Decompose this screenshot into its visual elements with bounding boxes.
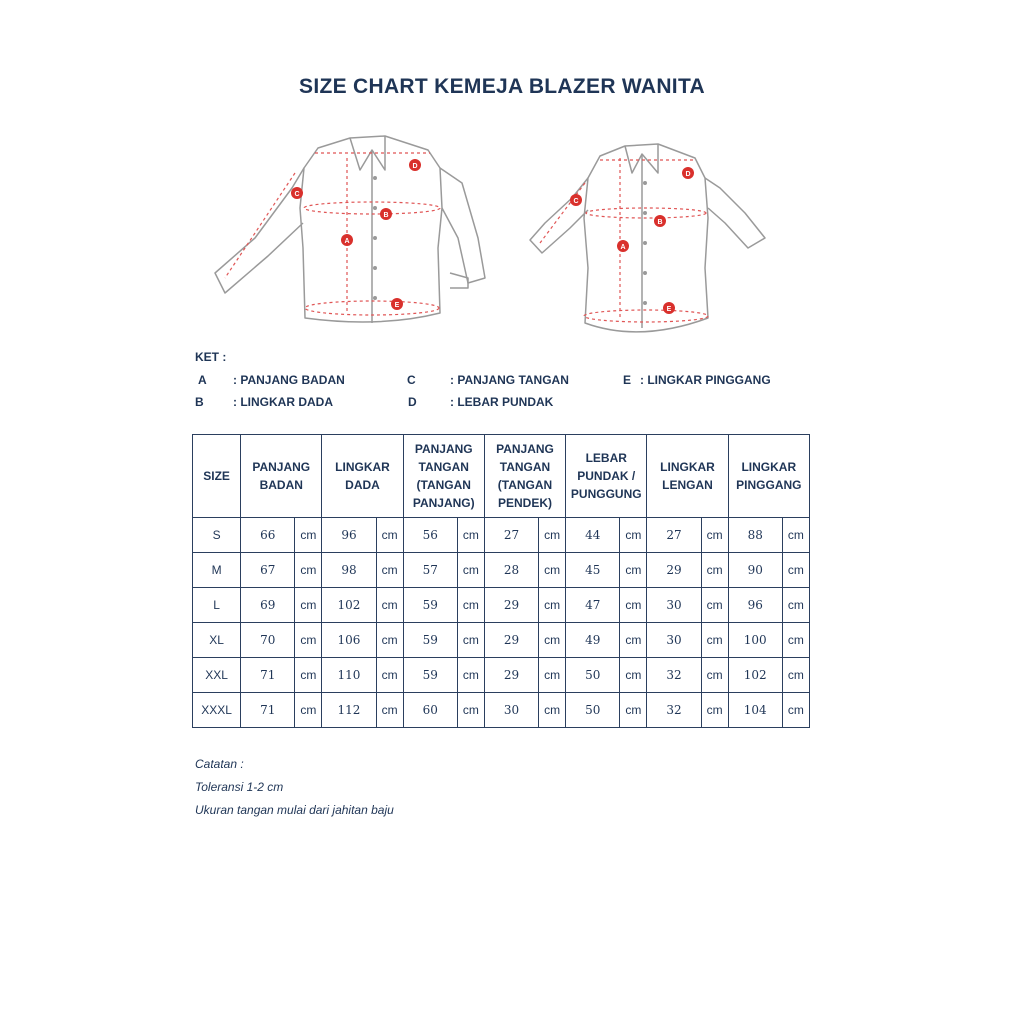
value-cell: 44 bbox=[566, 518, 620, 553]
unit-cell: cm bbox=[620, 553, 647, 588]
ket-label-d: : LEBAR PUNDAK bbox=[450, 395, 554, 409]
unit-cell: cm bbox=[539, 553, 566, 588]
unit-cell: cm bbox=[782, 588, 809, 623]
unit-cell: cm bbox=[376, 553, 403, 588]
ket-key-a: A bbox=[198, 373, 207, 387]
header-panjang-tangan-pendek: PANJANG TANGAN (TANGAN PENDEK) bbox=[484, 435, 565, 518]
value-cell: 110 bbox=[322, 658, 376, 693]
value-cell: 90 bbox=[728, 553, 782, 588]
svg-text:C: C bbox=[573, 198, 579, 205]
value-cell: 112 bbox=[322, 693, 376, 728]
value-cell: 60 bbox=[403, 693, 457, 728]
unit-cell: cm bbox=[620, 693, 647, 728]
unit-cell: cm bbox=[782, 623, 809, 658]
value-cell: 47 bbox=[566, 588, 620, 623]
value-cell: 29 bbox=[484, 623, 538, 658]
value-cell: 27 bbox=[647, 518, 701, 553]
ket-heading: KET : bbox=[195, 350, 227, 364]
value-cell: 66 bbox=[241, 518, 295, 553]
unit-cell: cm bbox=[539, 658, 566, 693]
unit-cell: cm bbox=[295, 553, 322, 588]
ket-key-e: E bbox=[623, 373, 632, 387]
unit-cell: cm bbox=[539, 588, 566, 623]
value-cell: 96 bbox=[728, 588, 782, 623]
size-cell: M bbox=[193, 553, 241, 588]
unit-cell: cm bbox=[376, 623, 403, 658]
unit-cell: cm bbox=[782, 518, 809, 553]
size-cell: XXXL bbox=[193, 693, 241, 728]
value-cell: 30 bbox=[647, 623, 701, 658]
unit-cell: cm bbox=[457, 693, 484, 728]
unit-cell: cm bbox=[701, 693, 728, 728]
unit-cell: cm bbox=[782, 658, 809, 693]
long-sleeve-right bbox=[440, 168, 485, 283]
header-lingkar-lengan: LINGKAR LENGAN bbox=[647, 435, 728, 518]
unit-cell: cm bbox=[457, 658, 484, 693]
unit-cell: cm bbox=[620, 658, 647, 693]
value-cell: 56 bbox=[403, 518, 457, 553]
value-cell: 27 bbox=[484, 518, 538, 553]
unit-cell: cm bbox=[782, 693, 809, 728]
unit-cell: cm bbox=[539, 693, 566, 728]
svg-text:C: C bbox=[294, 191, 300, 198]
value-cell: 71 bbox=[241, 658, 295, 693]
table-row bbox=[193, 693, 810, 728]
value-cell: 49 bbox=[566, 623, 620, 658]
value-cell: 106 bbox=[322, 623, 376, 658]
value-cell: 71 bbox=[241, 693, 295, 728]
ket-label-e: : LINGKAR PINGGANG bbox=[640, 373, 771, 387]
value-cell: 70 bbox=[241, 623, 295, 658]
value-cell: 98 bbox=[322, 553, 376, 588]
value-cell: 57 bbox=[403, 553, 457, 588]
size-cell: L bbox=[193, 588, 241, 623]
unit-cell: cm bbox=[376, 588, 403, 623]
table-row bbox=[193, 518, 810, 553]
table-row bbox=[193, 588, 810, 623]
svg-text:E: E bbox=[666, 306, 672, 313]
unit-cell: cm bbox=[376, 518, 403, 553]
long-sleeve-left bbox=[215, 168, 304, 293]
unit-cell: cm bbox=[701, 518, 728, 553]
unit-cell: cm bbox=[539, 518, 566, 553]
value-cell: 100 bbox=[728, 623, 782, 658]
header-panjang-badan: PANJANG BADAN bbox=[241, 435, 322, 518]
ket-key-d: D bbox=[408, 395, 417, 409]
svg-text:A: A bbox=[620, 244, 626, 251]
svg-text:A: A bbox=[344, 238, 350, 245]
page-title: SIZE CHART KEMEJA BLAZER WANITA bbox=[299, 75, 705, 98]
table-row bbox=[193, 553, 810, 588]
table-row bbox=[193, 623, 810, 658]
value-cell: 45 bbox=[566, 553, 620, 588]
header-lingkar-pinggang: LINGKAR PINGGANG bbox=[728, 435, 809, 518]
ket-key-c: C bbox=[407, 373, 416, 387]
table-header-row bbox=[193, 435, 810, 518]
value-cell: 29 bbox=[484, 658, 538, 693]
header-lebar-pundak: LEBAR PUNDAK / PUNGGUNG bbox=[566, 435, 647, 518]
unit-cell: cm bbox=[295, 588, 322, 623]
shirt-illustration bbox=[200, 128, 800, 343]
header-size: SIZE bbox=[193, 435, 241, 518]
unit-cell: cm bbox=[620, 588, 647, 623]
unit-cell: cm bbox=[457, 518, 484, 553]
notes-line: Ukuran tangan mulai dari jahitan baju bbox=[195, 803, 394, 817]
unit-cell: cm bbox=[457, 553, 484, 588]
value-cell: 28 bbox=[484, 553, 538, 588]
value-cell: 59 bbox=[403, 658, 457, 693]
size-cell: XXL bbox=[193, 658, 241, 693]
unit-cell: cm bbox=[457, 588, 484, 623]
unit-cell: cm bbox=[620, 518, 647, 553]
value-cell: 59 bbox=[403, 588, 457, 623]
value-cell: 96 bbox=[322, 518, 376, 553]
unit-cell: cm bbox=[457, 623, 484, 658]
unit-cell: cm bbox=[701, 658, 728, 693]
svg-text:B: B bbox=[383, 212, 389, 219]
size-cell: S bbox=[193, 518, 241, 553]
unit-cell: cm bbox=[295, 623, 322, 658]
value-cell: 29 bbox=[484, 588, 538, 623]
svg-text:D: D bbox=[685, 171, 691, 178]
value-cell: 29 bbox=[647, 553, 701, 588]
ket-label-b: : LINGKAR DADA bbox=[233, 395, 333, 409]
notes-line: Toleransi 1-2 cm bbox=[195, 780, 284, 794]
ket-key-b: B bbox=[195, 395, 204, 409]
marker-badges bbox=[291, 159, 694, 314]
size-cell: XL bbox=[193, 623, 241, 658]
header-lingkar-dada: LINGKAR DADA bbox=[322, 435, 403, 518]
unit-cell: cm bbox=[539, 623, 566, 658]
ket-label-a: : PANJANG BADAN bbox=[233, 373, 345, 387]
value-cell: 88 bbox=[728, 518, 782, 553]
value-cell: 30 bbox=[647, 588, 701, 623]
unit-cell: cm bbox=[701, 623, 728, 658]
value-cell: 67 bbox=[241, 553, 295, 588]
svg-text:B: B bbox=[657, 219, 663, 226]
unit-cell: cm bbox=[295, 518, 322, 553]
value-cell: 30 bbox=[484, 693, 538, 728]
value-cell: 102 bbox=[728, 658, 782, 693]
value-cell: 50 bbox=[566, 693, 620, 728]
notes bbox=[195, 755, 394, 824]
svg-text:D: D bbox=[412, 163, 418, 170]
value-cell: 102 bbox=[322, 588, 376, 623]
value-cell: 69 bbox=[241, 588, 295, 623]
ket-label-c: : PANJANG TANGAN bbox=[450, 373, 569, 387]
unit-cell: cm bbox=[701, 588, 728, 623]
size-chart-table bbox=[192, 434, 810, 728]
value-cell: 59 bbox=[403, 623, 457, 658]
header-panjang-tangan-panjang: PANJANG TANGAN (TANGAN PANJANG) bbox=[403, 435, 484, 518]
unit-cell: cm bbox=[376, 658, 403, 693]
unit-cell: cm bbox=[782, 553, 809, 588]
unit-cell: cm bbox=[701, 553, 728, 588]
value-cell: 32 bbox=[647, 693, 701, 728]
unit-cell: cm bbox=[295, 658, 322, 693]
value-cell: 50 bbox=[566, 658, 620, 693]
svg-text:E: E bbox=[394, 302, 400, 309]
value-cell: 32 bbox=[647, 658, 701, 693]
table-row bbox=[193, 658, 810, 693]
notes-heading: Catatan : bbox=[195, 757, 244, 771]
value-cell: 104 bbox=[728, 693, 782, 728]
unit-cell: cm bbox=[620, 623, 647, 658]
unit-cell: cm bbox=[295, 693, 322, 728]
unit-cell: cm bbox=[376, 693, 403, 728]
